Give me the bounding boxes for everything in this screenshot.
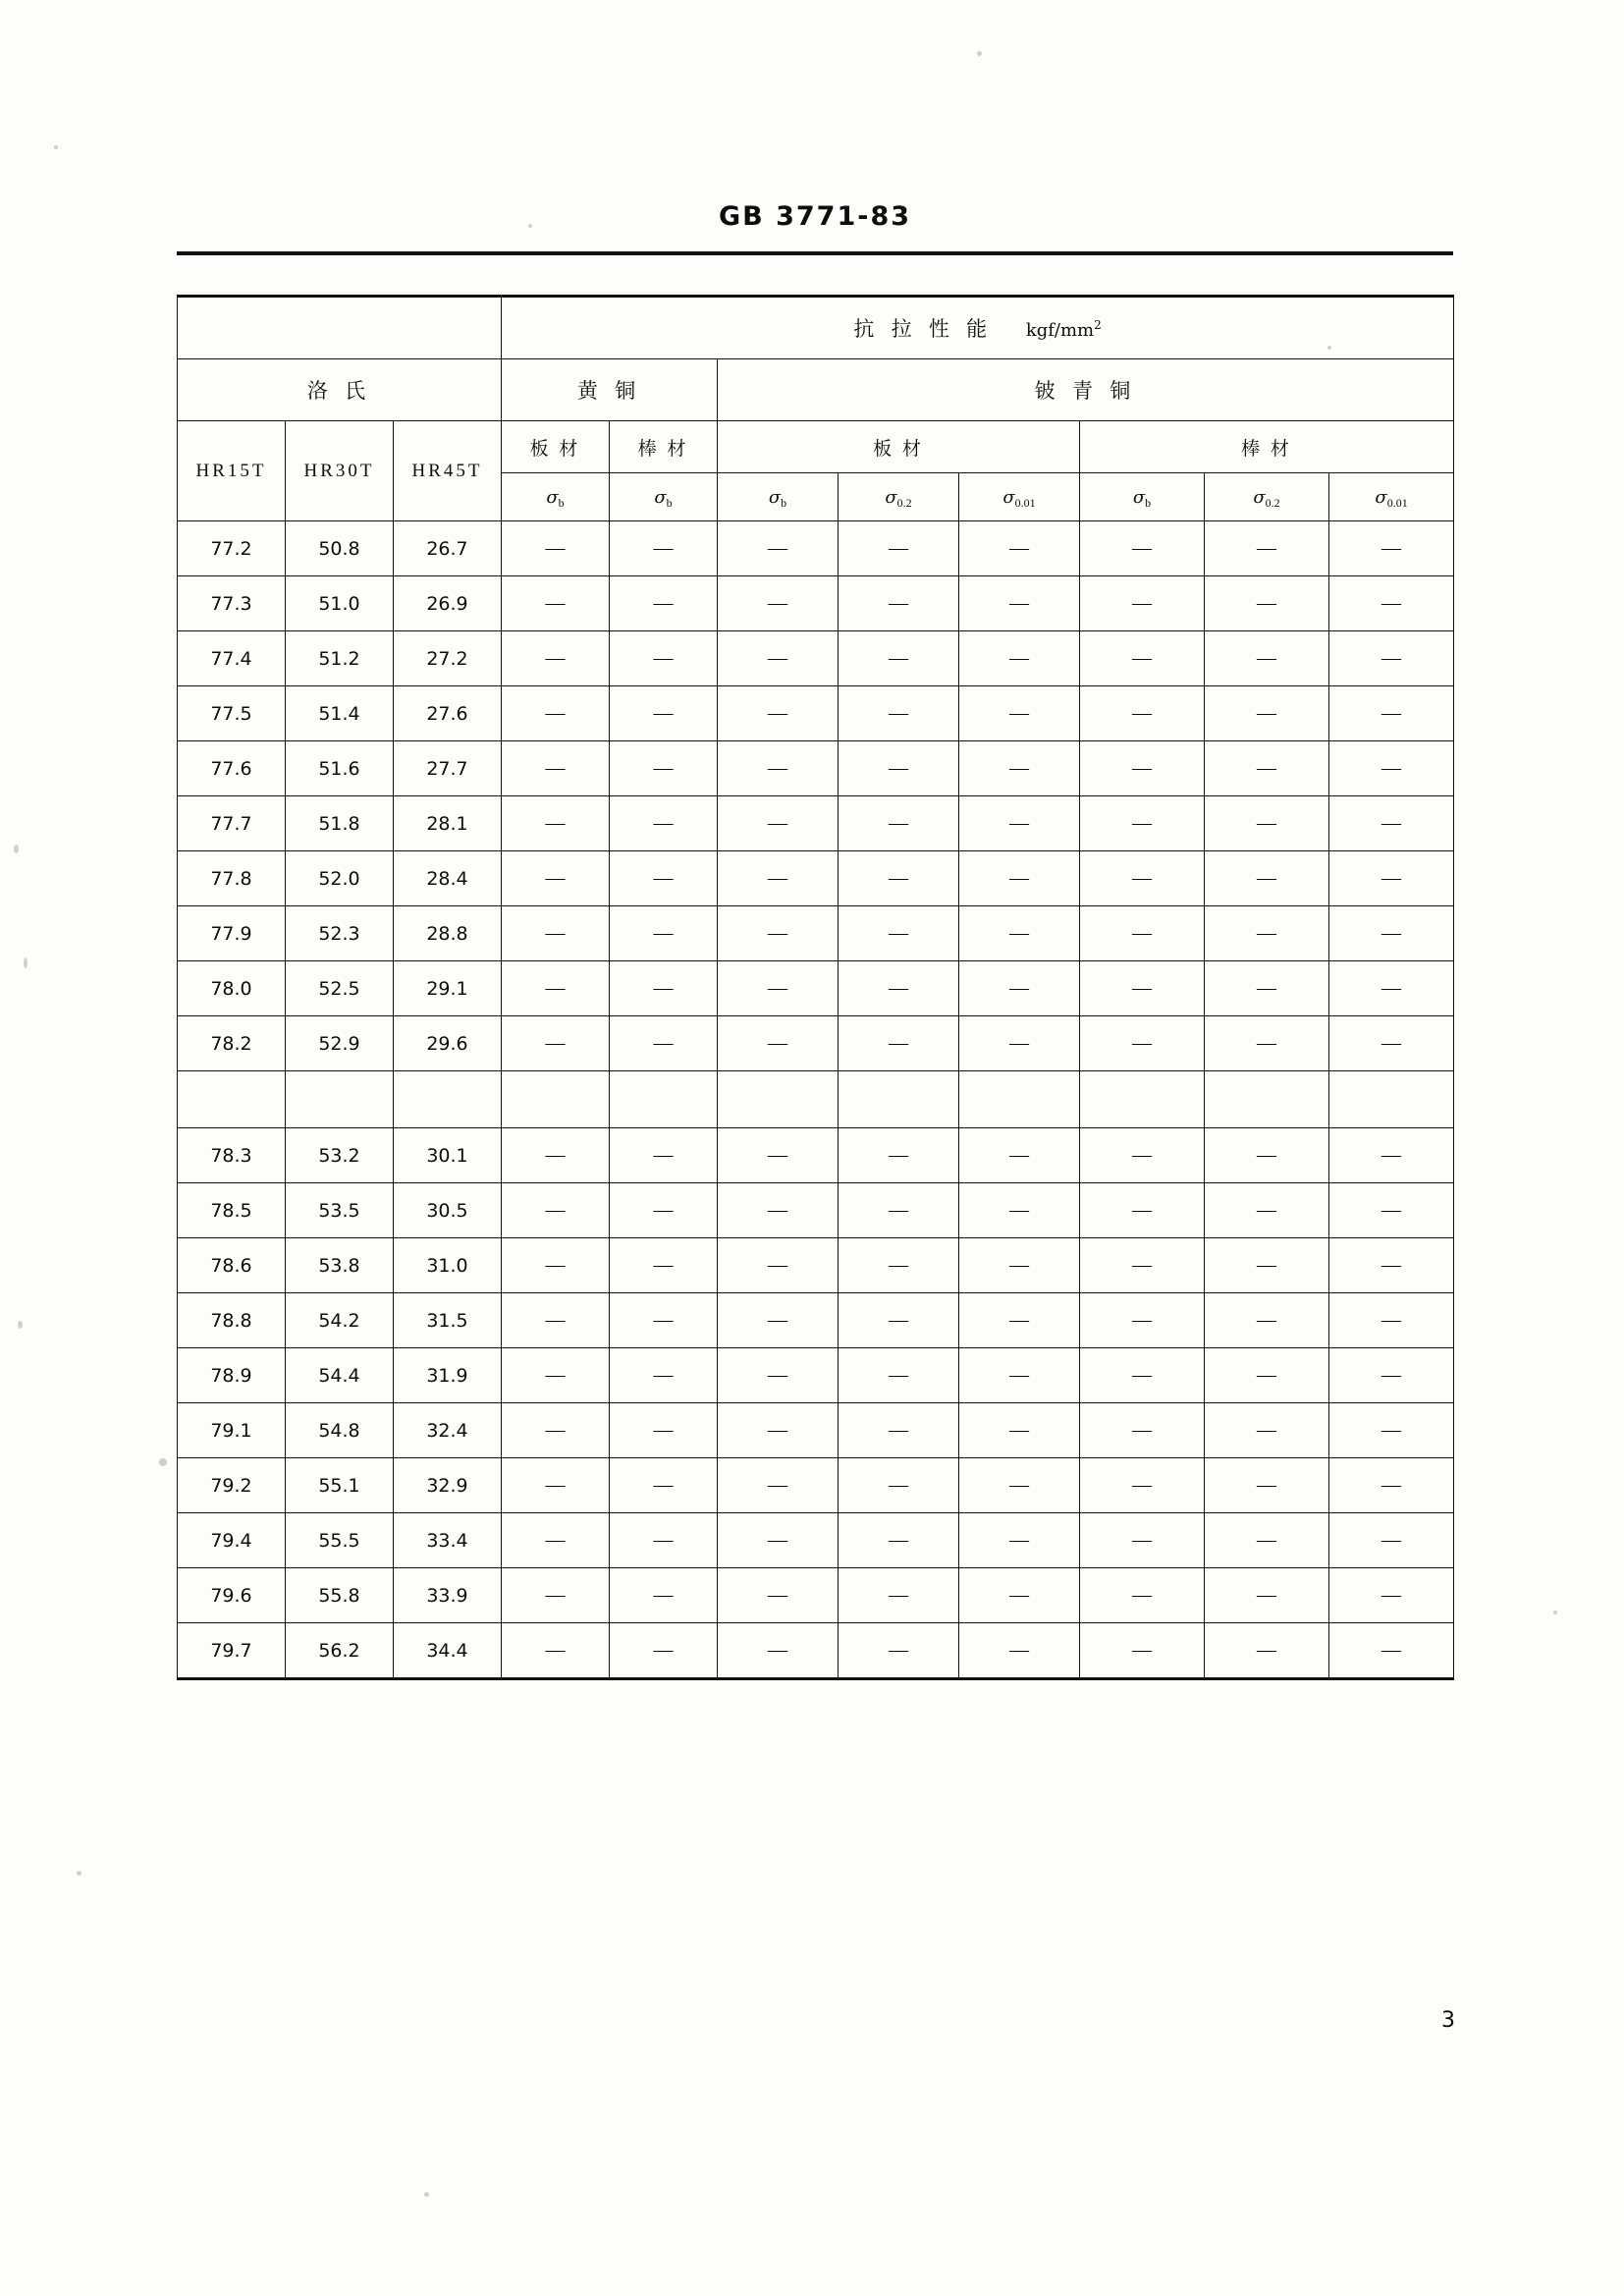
- cell-tensile-empty: —: [1329, 1183, 1454, 1238]
- cell-tensile-empty: —: [610, 1293, 718, 1348]
- cell-tensile-empty: —: [839, 1293, 959, 1348]
- cell-tensile-empty: —: [1080, 1623, 1205, 1679]
- cell-hr15t: 79.6: [178, 1568, 286, 1623]
- cell-tensile-empty: —: [502, 1458, 610, 1513]
- table-row: [178, 906, 1454, 961]
- header-symbol-bronze-sheet-sigmab: $\sigma_b$: [718, 473, 839, 521]
- cell-hr15t: 78.8: [178, 1293, 286, 1348]
- separator-cell: [1080, 1071, 1205, 1128]
- scan-speck: [24, 957, 27, 968]
- cell-tensile-empty: —: [1205, 796, 1329, 851]
- cell-tensile-empty: —: [1080, 1513, 1205, 1568]
- cell-tensile-empty: —: [718, 576, 839, 631]
- cell-hr30t: 53.8: [286, 1238, 394, 1293]
- cell-hr45t: 27.2: [394, 631, 502, 686]
- cell-hr15t: 79.1: [178, 1403, 286, 1458]
- table-row: [178, 686, 1454, 741]
- cell-hr45t: 28.4: [394, 851, 502, 906]
- cell-tensile-empty: —: [959, 1458, 1080, 1513]
- header-rule: [177, 251, 1453, 255]
- cell-hr15t: 77.9: [178, 906, 286, 961]
- cell-hr15t: 77.8: [178, 851, 286, 906]
- cell-tensile-empty: —: [502, 576, 610, 631]
- cell-tensile-empty: —: [1329, 961, 1454, 1016]
- header-hr15t: HR15T: [178, 421, 286, 521]
- scan-speck: [54, 145, 58, 149]
- cell-hr45t: 27.6: [394, 686, 502, 741]
- cell-tensile-empty: —: [959, 1128, 1080, 1183]
- cell-hr30t: 52.5: [286, 961, 394, 1016]
- cell-tensile-empty: —: [610, 796, 718, 851]
- table-row: [178, 1568, 1454, 1623]
- table-row: [178, 1293, 1454, 1348]
- cell-tensile-empty: —: [502, 796, 610, 851]
- cell-tensile-empty: —: [502, 741, 610, 796]
- table-row: [178, 1238, 1454, 1293]
- table-body-group-2: [178, 1128, 1454, 1679]
- header-symbol-bronze-bar-sigma02: $\sigma_{0.2}$: [1205, 473, 1329, 521]
- cell-tensile-empty: —: [959, 961, 1080, 1016]
- cell-tensile-empty: —: [502, 631, 610, 686]
- cell-hr30t: 55.1: [286, 1458, 394, 1513]
- cell-tensile-empty: —: [610, 1458, 718, 1513]
- cell-tensile-empty: —: [718, 1568, 839, 1623]
- cell-tensile-empty: —: [1205, 1348, 1329, 1403]
- cell-hr45t: 29.6: [394, 1016, 502, 1071]
- cell-tensile-empty: —: [959, 796, 1080, 851]
- scan-speck: [14, 845, 19, 853]
- cell-hr30t: 50.8: [286, 521, 394, 576]
- cell-tensile-empty: —: [502, 521, 610, 576]
- cell-tensile-empty: —: [1329, 1513, 1454, 1568]
- table-row: [178, 961, 1454, 1016]
- cell-tensile-empty: —: [959, 576, 1080, 631]
- cell-tensile-empty: —: [1329, 1623, 1454, 1679]
- cell-tensile-empty: —: [610, 1403, 718, 1458]
- cell-tensile-empty: —: [1080, 796, 1205, 851]
- table-row: [178, 1403, 1454, 1458]
- cell-hr45t: 31.0: [394, 1238, 502, 1293]
- cell-hr30t: 56.2: [286, 1623, 394, 1679]
- cell-tensile-empty: —: [959, 741, 1080, 796]
- cell-hr15t: 78.6: [178, 1238, 286, 1293]
- cell-tensile-empty: —: [502, 1568, 610, 1623]
- separator-cell: [1329, 1071, 1454, 1128]
- table-row: [178, 1016, 1454, 1071]
- cell-tensile-empty: —: [1329, 1128, 1454, 1183]
- cell-tensile-empty: —: [502, 906, 610, 961]
- cell-tensile-empty: —: [839, 906, 959, 961]
- cell-hr30t: 53.5: [286, 1183, 394, 1238]
- cell-tensile-empty: —: [1080, 1238, 1205, 1293]
- cell-tensile-empty: —: [502, 1513, 610, 1568]
- cell-tensile-empty: —: [959, 1403, 1080, 1458]
- cell-tensile-empty: —: [1205, 1128, 1329, 1183]
- header-symbol-bronze-sheet-sigma001: $\sigma_{0.01}$: [959, 473, 1080, 521]
- cell-tensile-empty: —: [839, 1128, 959, 1183]
- cell-tensile-empty: —: [1205, 1513, 1329, 1568]
- separator-cell: [610, 1071, 718, 1128]
- cell-tensile-empty: —: [1329, 1016, 1454, 1071]
- cell-tensile-empty: —: [959, 686, 1080, 741]
- cell-tensile-empty: —: [610, 1348, 718, 1403]
- cell-tensile-empty: —: [718, 1238, 839, 1293]
- cell-tensile-empty: —: [839, 1183, 959, 1238]
- cell-tensile-empty: —: [502, 1623, 610, 1679]
- header-symbol-bronze-sheet-sigma02: $\sigma_{0.2}$: [839, 473, 959, 521]
- cell-tensile-empty: —: [1080, 576, 1205, 631]
- cell-tensile-empty: —: [839, 686, 959, 741]
- cell-tensile-empty: —: [1080, 906, 1205, 961]
- cell-tensile-empty: —: [1329, 1293, 1454, 1348]
- header-bronze-bar: 棒 材: [1080, 421, 1454, 473]
- cell-tensile-empty: —: [959, 631, 1080, 686]
- table-header-row-group: [178, 297, 1454, 359]
- cell-tensile-empty: —: [718, 686, 839, 741]
- cell-tensile-empty: —: [718, 1458, 839, 1513]
- cell-tensile-empty: —: [1080, 631, 1205, 686]
- cell-tensile-empty: —: [1329, 851, 1454, 906]
- cell-tensile-empty: —: [1205, 1458, 1329, 1513]
- cell-tensile-empty: —: [502, 1403, 610, 1458]
- separator-cell: [959, 1071, 1080, 1128]
- cell-hr30t: 52.0: [286, 851, 394, 906]
- cell-hr30t: 53.2: [286, 1128, 394, 1183]
- cell-hr15t: 79.2: [178, 1458, 286, 1513]
- cell-tensile-empty: —: [839, 1623, 959, 1679]
- cell-tensile-empty: —: [718, 521, 839, 576]
- conversion-table-wrapper: [177, 295, 1453, 1680]
- cell-hr45t: 31.5: [394, 1293, 502, 1348]
- cell-tensile-empty: —: [959, 1348, 1080, 1403]
- header-hr45t: HR45T: [394, 421, 502, 521]
- cell-hr15t: 78.5: [178, 1183, 286, 1238]
- cell-tensile-empty: —: [502, 1293, 610, 1348]
- cell-tensile-empty: —: [502, 1183, 610, 1238]
- cell-tensile-empty: —: [839, 1513, 959, 1568]
- cell-hr15t: 77.3: [178, 576, 286, 631]
- cell-tensile-empty: —: [1329, 631, 1454, 686]
- cell-tensile-empty: —: [1329, 1238, 1454, 1293]
- cell-tensile-empty: —: [1080, 1403, 1205, 1458]
- cell-tensile-empty: —: [610, 1513, 718, 1568]
- table-row: [178, 796, 1454, 851]
- cell-tensile-empty: —: [1329, 686, 1454, 741]
- header-brass-group: 黄 铜: [502, 359, 718, 421]
- table-row: [178, 1623, 1454, 1679]
- cell-hr30t: 55.5: [286, 1513, 394, 1568]
- cell-tensile-empty: —: [610, 851, 718, 906]
- cell-tensile-empty: —: [610, 521, 718, 576]
- cell-hr30t: 52.9: [286, 1016, 394, 1071]
- header-bronze-sheet: 板 材: [718, 421, 1080, 473]
- cell-tensile-empty: —: [1080, 961, 1205, 1016]
- cell-hr15t: 77.4: [178, 631, 286, 686]
- table-row: [178, 1128, 1454, 1183]
- cell-tensile-empty: —: [959, 906, 1080, 961]
- separator-cell: [394, 1071, 502, 1128]
- cell-tensile-empty: —: [959, 1623, 1080, 1679]
- cell-tensile-empty: —: [718, 1348, 839, 1403]
- cell-tensile-empty: —: [718, 631, 839, 686]
- cell-tensile-empty: —: [1329, 521, 1454, 576]
- cell-tensile-empty: —: [959, 851, 1080, 906]
- cell-hr45t: 28.8: [394, 906, 502, 961]
- cell-hr45t: 32.9: [394, 1458, 502, 1513]
- table-row: [178, 1458, 1454, 1513]
- cell-tensile-empty: —: [1080, 851, 1205, 906]
- cell-hr45t: 28.1: [394, 796, 502, 851]
- cell-tensile-empty: —: [959, 1016, 1080, 1071]
- cell-tensile-empty: —: [610, 741, 718, 796]
- cell-hr45t: 30.1: [394, 1128, 502, 1183]
- cell-tensile-empty: —: [610, 1568, 718, 1623]
- cell-tensile-empty: —: [839, 576, 959, 631]
- cell-hr15t: 77.6: [178, 741, 286, 796]
- cell-tensile-empty: —: [839, 741, 959, 796]
- cell-tensile-empty: —: [959, 1293, 1080, 1348]
- cell-tensile-empty: —: [1205, 1183, 1329, 1238]
- cell-hr30t: 51.8: [286, 796, 394, 851]
- table-header-row-form: [178, 421, 1454, 473]
- cell-tensile-empty: —: [718, 796, 839, 851]
- cell-tensile-empty: —: [1205, 961, 1329, 1016]
- cell-tensile-empty: —: [839, 1568, 959, 1623]
- cell-tensile-empty: —: [1329, 576, 1454, 631]
- separator-cell: [1205, 1071, 1329, 1128]
- cell-tensile-empty: —: [1080, 741, 1205, 796]
- cell-tensile-empty: —: [1329, 906, 1454, 961]
- cell-tensile-empty: —: [1329, 796, 1454, 851]
- table-row: [178, 1513, 1454, 1568]
- cell-tensile-empty: —: [839, 961, 959, 1016]
- cell-tensile-empty: —: [839, 851, 959, 906]
- hardness-tensile-conversion-table: [177, 295, 1454, 1680]
- cell-hr15t: 78.9: [178, 1348, 286, 1403]
- cell-tensile-empty: —: [1205, 1016, 1329, 1071]
- header-hr30t: HR30T: [286, 421, 394, 521]
- cell-hr15t: 79.7: [178, 1623, 286, 1679]
- cell-tensile-empty: —: [839, 1458, 959, 1513]
- cell-tensile-empty: —: [1080, 1183, 1205, 1238]
- cell-tensile-empty: —: [718, 851, 839, 906]
- cell-hr30t: 54.2: [286, 1293, 394, 1348]
- table-row: [178, 1348, 1454, 1403]
- cell-tensile-empty: —: [1080, 521, 1205, 576]
- cell-tensile-empty: —: [959, 1183, 1080, 1238]
- cell-tensile-empty: —: [718, 1623, 839, 1679]
- cell-hr15t: 78.3: [178, 1128, 286, 1183]
- header-symbol-brass-bar-sigmab: $\sigma_b$: [610, 473, 718, 521]
- cell-hr30t: 51.0: [286, 576, 394, 631]
- cell-tensile-empty: —: [718, 1403, 839, 1458]
- cell-tensile-empty: —: [610, 1128, 718, 1183]
- cell-hr30t: 51.6: [286, 741, 394, 796]
- scan-speck: [424, 2192, 429, 2197]
- cell-hr15t: 79.4: [178, 1513, 286, 1568]
- cell-hr30t: 51.2: [286, 631, 394, 686]
- tensile-unit-label: kgf/$mm^2$: [1025, 318, 1102, 341]
- cell-tensile-empty: —: [1080, 1348, 1205, 1403]
- table-row: [178, 576, 1454, 631]
- cell-hr45t: 34.4: [394, 1623, 502, 1679]
- cell-tensile-empty: —: [502, 1016, 610, 1071]
- cell-tensile-empty: —: [502, 851, 610, 906]
- cell-tensile-empty: —: [1205, 1623, 1329, 1679]
- separator-cell: [502, 1071, 610, 1128]
- table-row: [178, 741, 1454, 796]
- cell-tensile-empty: —: [1080, 686, 1205, 741]
- cell-tensile-empty: —: [1329, 741, 1454, 796]
- header-tensile-group: [502, 297, 1454, 359]
- cell-tensile-empty: —: [610, 686, 718, 741]
- cell-tensile-empty: —: [1205, 851, 1329, 906]
- cell-tensile-empty: —: [718, 1293, 839, 1348]
- cell-tensile-empty: —: [959, 1238, 1080, 1293]
- header-blank-rockwell: [178, 297, 502, 359]
- header-beryllium-bronze-group: 铍 青 铜: [718, 359, 1454, 421]
- cell-hr30t: 54.8: [286, 1403, 394, 1458]
- header-brass-bar: 棒 材: [610, 421, 718, 473]
- cell-tensile-empty: —: [502, 1238, 610, 1293]
- cell-tensile-empty: —: [610, 961, 718, 1016]
- cell-tensile-empty: —: [1205, 1238, 1329, 1293]
- cell-hr45t: 31.9: [394, 1348, 502, 1403]
- cell-tensile-empty: —: [839, 521, 959, 576]
- cell-hr45t: 26.7: [394, 521, 502, 576]
- cell-tensile-empty: —: [718, 1513, 839, 1568]
- standard-number-header: GB 3771-83: [718, 201, 912, 232]
- table-group-separator: [178, 1071, 1454, 1128]
- cell-hr45t: 33.4: [394, 1513, 502, 1568]
- page-number: 3: [1441, 2008, 1455, 2033]
- cell-hr45t: 29.1: [394, 961, 502, 1016]
- cell-hr30t: 51.4: [286, 686, 394, 741]
- cell-tensile-empty: —: [959, 521, 1080, 576]
- cell-tensile-empty: —: [610, 1016, 718, 1071]
- scan-speck: [1553, 1611, 1557, 1614]
- cell-tensile-empty: —: [1329, 1403, 1454, 1458]
- table-body-group-1: [178, 521, 1454, 1071]
- cell-tensile-empty: —: [1080, 1568, 1205, 1623]
- scan-speck: [77, 1871, 81, 1876]
- header-brass-sheet: 板 材: [502, 421, 610, 473]
- cell-hr45t: 27.7: [394, 741, 502, 796]
- cell-tensile-empty: —: [839, 631, 959, 686]
- table-row: [178, 1183, 1454, 1238]
- cell-hr30t: 55.8: [286, 1568, 394, 1623]
- cell-tensile-empty: —: [610, 1238, 718, 1293]
- cell-hr45t: 30.5: [394, 1183, 502, 1238]
- cell-tensile-empty: —: [502, 1128, 610, 1183]
- cell-tensile-empty: —: [959, 1568, 1080, 1623]
- cell-tensile-empty: —: [502, 1348, 610, 1403]
- scan-speck: [18, 1321, 23, 1329]
- cell-tensile-empty: —: [718, 906, 839, 961]
- cell-tensile-empty: —: [959, 1513, 1080, 1568]
- header-symbol-bronze-bar-sigma001: $\sigma_{0.01}$: [1329, 473, 1454, 521]
- cell-hr15t: 77.7: [178, 796, 286, 851]
- separator-cell: [839, 1071, 959, 1128]
- cell-tensile-empty: —: [502, 686, 610, 741]
- cell-tensile-empty: —: [1205, 741, 1329, 796]
- cell-tensile-empty: —: [718, 1183, 839, 1238]
- header-symbol-brass-sheet-sigmab: $\sigma_b$: [502, 473, 610, 521]
- table-row: [178, 851, 1454, 906]
- cell-tensile-empty: —: [839, 1403, 959, 1458]
- cell-tensile-empty: —: [1205, 1403, 1329, 1458]
- cell-hr30t: 54.4: [286, 1348, 394, 1403]
- cell-tensile-empty: —: [1329, 1348, 1454, 1403]
- cell-tensile-empty: —: [1205, 1293, 1329, 1348]
- cell-tensile-empty: —: [1329, 1568, 1454, 1623]
- cell-tensile-empty: —: [1080, 1128, 1205, 1183]
- cell-tensile-empty: —: [718, 961, 839, 1016]
- cell-hr15t: 78.2: [178, 1016, 286, 1071]
- cell-tensile-empty: —: [839, 1016, 959, 1071]
- table-header-row-material: [178, 359, 1454, 421]
- cell-tensile-empty: —: [610, 1623, 718, 1679]
- cell-tensile-empty: —: [839, 1348, 959, 1403]
- cell-tensile-empty: —: [839, 796, 959, 851]
- cell-hr45t: 26.9: [394, 576, 502, 631]
- cell-tensile-empty: —: [610, 1183, 718, 1238]
- table-row: [178, 521, 1454, 576]
- header-rockwell-group: 洛 氏: [178, 359, 502, 421]
- cell-hr45t: 33.9: [394, 1568, 502, 1623]
- table-row: [178, 631, 1454, 686]
- cell-tensile-empty: —: [1080, 1016, 1205, 1071]
- cell-hr30t: 52.3: [286, 906, 394, 961]
- cell-tensile-empty: —: [1205, 906, 1329, 961]
- cell-tensile-empty: —: [839, 1238, 959, 1293]
- cell-tensile-empty: —: [1205, 521, 1329, 576]
- separator-cell: [718, 1071, 839, 1128]
- cell-tensile-empty: —: [1329, 1458, 1454, 1513]
- cell-hr15t: 77.2: [178, 521, 286, 576]
- tensile-group-label: 抗 拉 性 能: [853, 317, 994, 341]
- cell-tensile-empty: —: [1205, 576, 1329, 631]
- scan-speck: [977, 51, 982, 56]
- cell-tensile-empty: —: [1205, 686, 1329, 741]
- cell-tensile-empty: —: [1080, 1293, 1205, 1348]
- cell-hr15t: 78.0: [178, 961, 286, 1016]
- cell-tensile-empty: —: [718, 741, 839, 796]
- cell-hr45t: 32.4: [394, 1403, 502, 1458]
- cell-tensile-empty: —: [718, 1128, 839, 1183]
- cell-tensile-empty: —: [610, 631, 718, 686]
- separator-cell: [178, 1071, 286, 1128]
- cell-tensile-empty: —: [610, 906, 718, 961]
- cell-tensile-empty: —: [502, 961, 610, 1016]
- separator-cell: [286, 1071, 394, 1128]
- cell-tensile-empty: —: [1080, 1458, 1205, 1513]
- cell-tensile-empty: —: [1205, 1568, 1329, 1623]
- cell-tensile-empty: —: [610, 576, 718, 631]
- cell-tensile-empty: —: [1205, 631, 1329, 686]
- cell-hr15t: 77.5: [178, 686, 286, 741]
- scan-speck: [159, 1458, 167, 1466]
- header-symbol-bronze-bar-sigmab: $\sigma_b$: [1080, 473, 1205, 521]
- cell-tensile-empty: —: [718, 1016, 839, 1071]
